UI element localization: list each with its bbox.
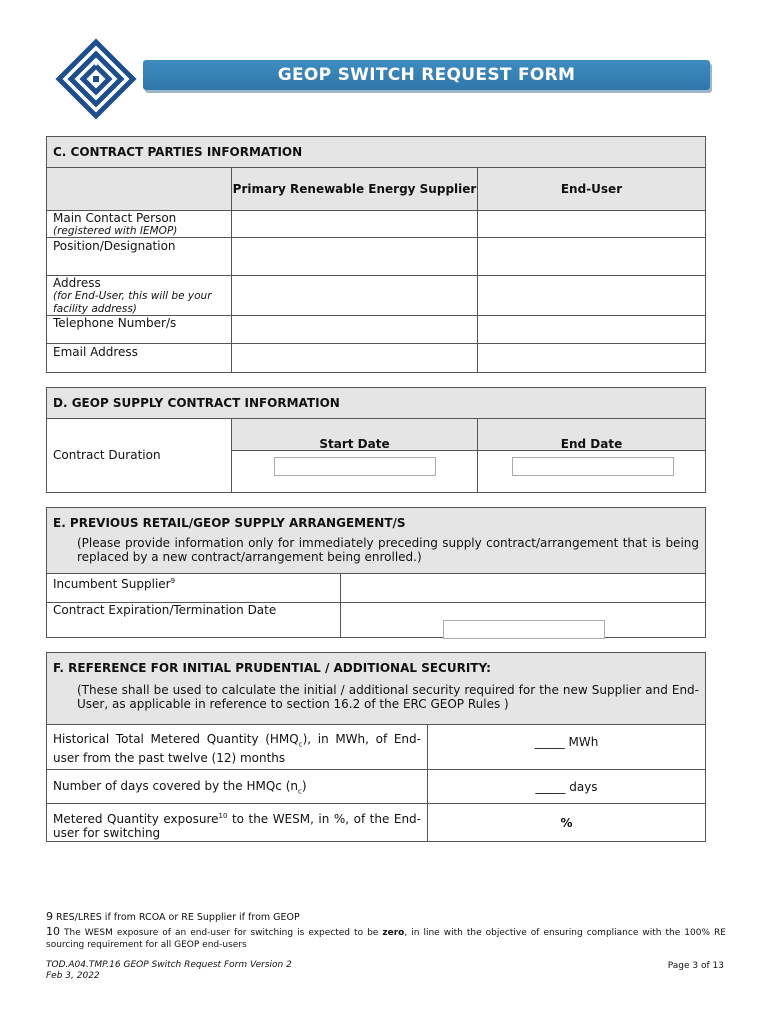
section-e-heading: E. PREVIOUS RETAIL/GEOP SUPPLY ARRANGEMENT/S <box>53 516 406 530</box>
section-e-header <box>47 508 705 573</box>
row-label-address: Address (for End-User, this will be your facility address) <box>47 275 231 315</box>
hmq-value-field[interactable]: _____ MWh <box>427 724 705 769</box>
row-label-main-contact: Main Contact Person (registered with IEMOP) <box>47 210 231 237</box>
start-date-head: Start Date <box>231 418 477 450</box>
row-label-position: Position/Designation <box>47 237 231 275</box>
section-f-table <box>46 652 706 842</box>
section-f-header <box>47 653 705 724</box>
section-e-note: (Please provide information only for immediately preceding supply contract/arrangement that is being replaced by a new contract/arrangement being enrolled.) <box>77 536 699 564</box>
enduser-email-field[interactable] <box>477 343 705 372</box>
expiration-date-cell <box>340 602 705 637</box>
expiration-date-label: Contract Expiration/Termination Date <box>47 602 340 637</box>
section-f-heading: F. REFERENCE FOR INITIAL PRUDENTIAL / ADDITIONAL SECURITY: <box>53 661 491 675</box>
incumbent-supplier-label: Incumbent Supplier$^9$ <box>47 573 340 602</box>
footer-page-number: Page 3 of 13 <box>667 961 724 971</box>
footnote-9: 9 RES/LRES if from RCOA or RE Supplier if from GEOP <box>46 910 300 923</box>
contract-duration-label: Contract Duration <box>47 418 231 492</box>
geop-diamond-logo-icon <box>55 38 137 120</box>
section-c-heading: C. CONTRACT PARTIES INFORMATION <box>47 137 705 167</box>
days-value-field[interactable]: _____ days <box>427 769 705 803</box>
footnote-10: 10 The WESM exposure of an end-user for switching is expected to be zero, in line with the objective of ensuring compliance with the 100% RE sourcing requirement for all GEOP end-users <box>46 925 726 950</box>
end-date-input[interactable] <box>512 457 674 476</box>
end-date-cell <box>477 450 705 492</box>
footer-doc-info <box>46 960 446 982</box>
supplier-email-field[interactable] <box>231 343 477 372</box>
row-label-telephone: Telephone Number/s <box>47 315 231 343</box>
section-d-table <box>46 387 706 493</box>
enduser-telephone-field[interactable] <box>477 315 705 343</box>
enduser-position-field[interactable] <box>477 237 705 275</box>
section-c-table <box>46 136 706 373</box>
start-date-cell <box>231 450 477 492</box>
supplier-telephone-field[interactable] <box>231 315 477 343</box>
section-c-corner-cell <box>47 167 231 210</box>
section-e-table <box>46 507 706 638</box>
section-f-note: (These shall be used to calculate the initial / additional security required for the new Supplier and End-User, as applicable in reference to section 16.2 of the ERC GEOP Rules ) <box>77 683 699 711</box>
col-head-enduser: End-User <box>477 167 705 210</box>
incumbent-supplier-field[interactable] <box>340 573 705 602</box>
supplier-main-contact-field[interactable] <box>231 210 477 237</box>
mq-exposure-value-field[interactable]: % <box>427 803 705 841</box>
supplier-position-field[interactable] <box>231 237 477 275</box>
col-head-supplier: Primary Renewable Energy Supplier <box>231 167 477 210</box>
start-date-input[interactable] <box>274 457 436 476</box>
expiration-date-input[interactable] <box>443 620 605 639</box>
section-d-heading: D. GEOP SUPPLY CONTRACT INFORMATION <box>47 388 705 418</box>
supplier-address-field[interactable] <box>231 275 477 315</box>
footer-doc-id: TOD.A04.TMP.16 GEOP Switch Request Form Version 2 <box>46 960 292 970</box>
page-title: GEOP SWITCH REQUEST FORM <box>143 60 710 90</box>
enduser-address-field[interactable] <box>477 275 705 315</box>
footer-date: Feb 3, 2022 <box>46 971 100 981</box>
row-label-email: Email Address <box>47 343 231 372</box>
days-label: Number of days covered by the HMQc $(n_c)$ <box>47 769 427 803</box>
enduser-main-contact-field[interactable] <box>477 210 705 237</box>
mq-exposure-label: Metered Quantity exposure$^{10}$ to the WESM, in %, of the End-user for switching <box>47 803 427 841</box>
hmq-label: Historical Total Metered Quantity $(HMQ_c)$, in MWh, of End-user from the past twelve (12) months <box>47 724 427 769</box>
end-date-head: End Date <box>477 418 705 450</box>
